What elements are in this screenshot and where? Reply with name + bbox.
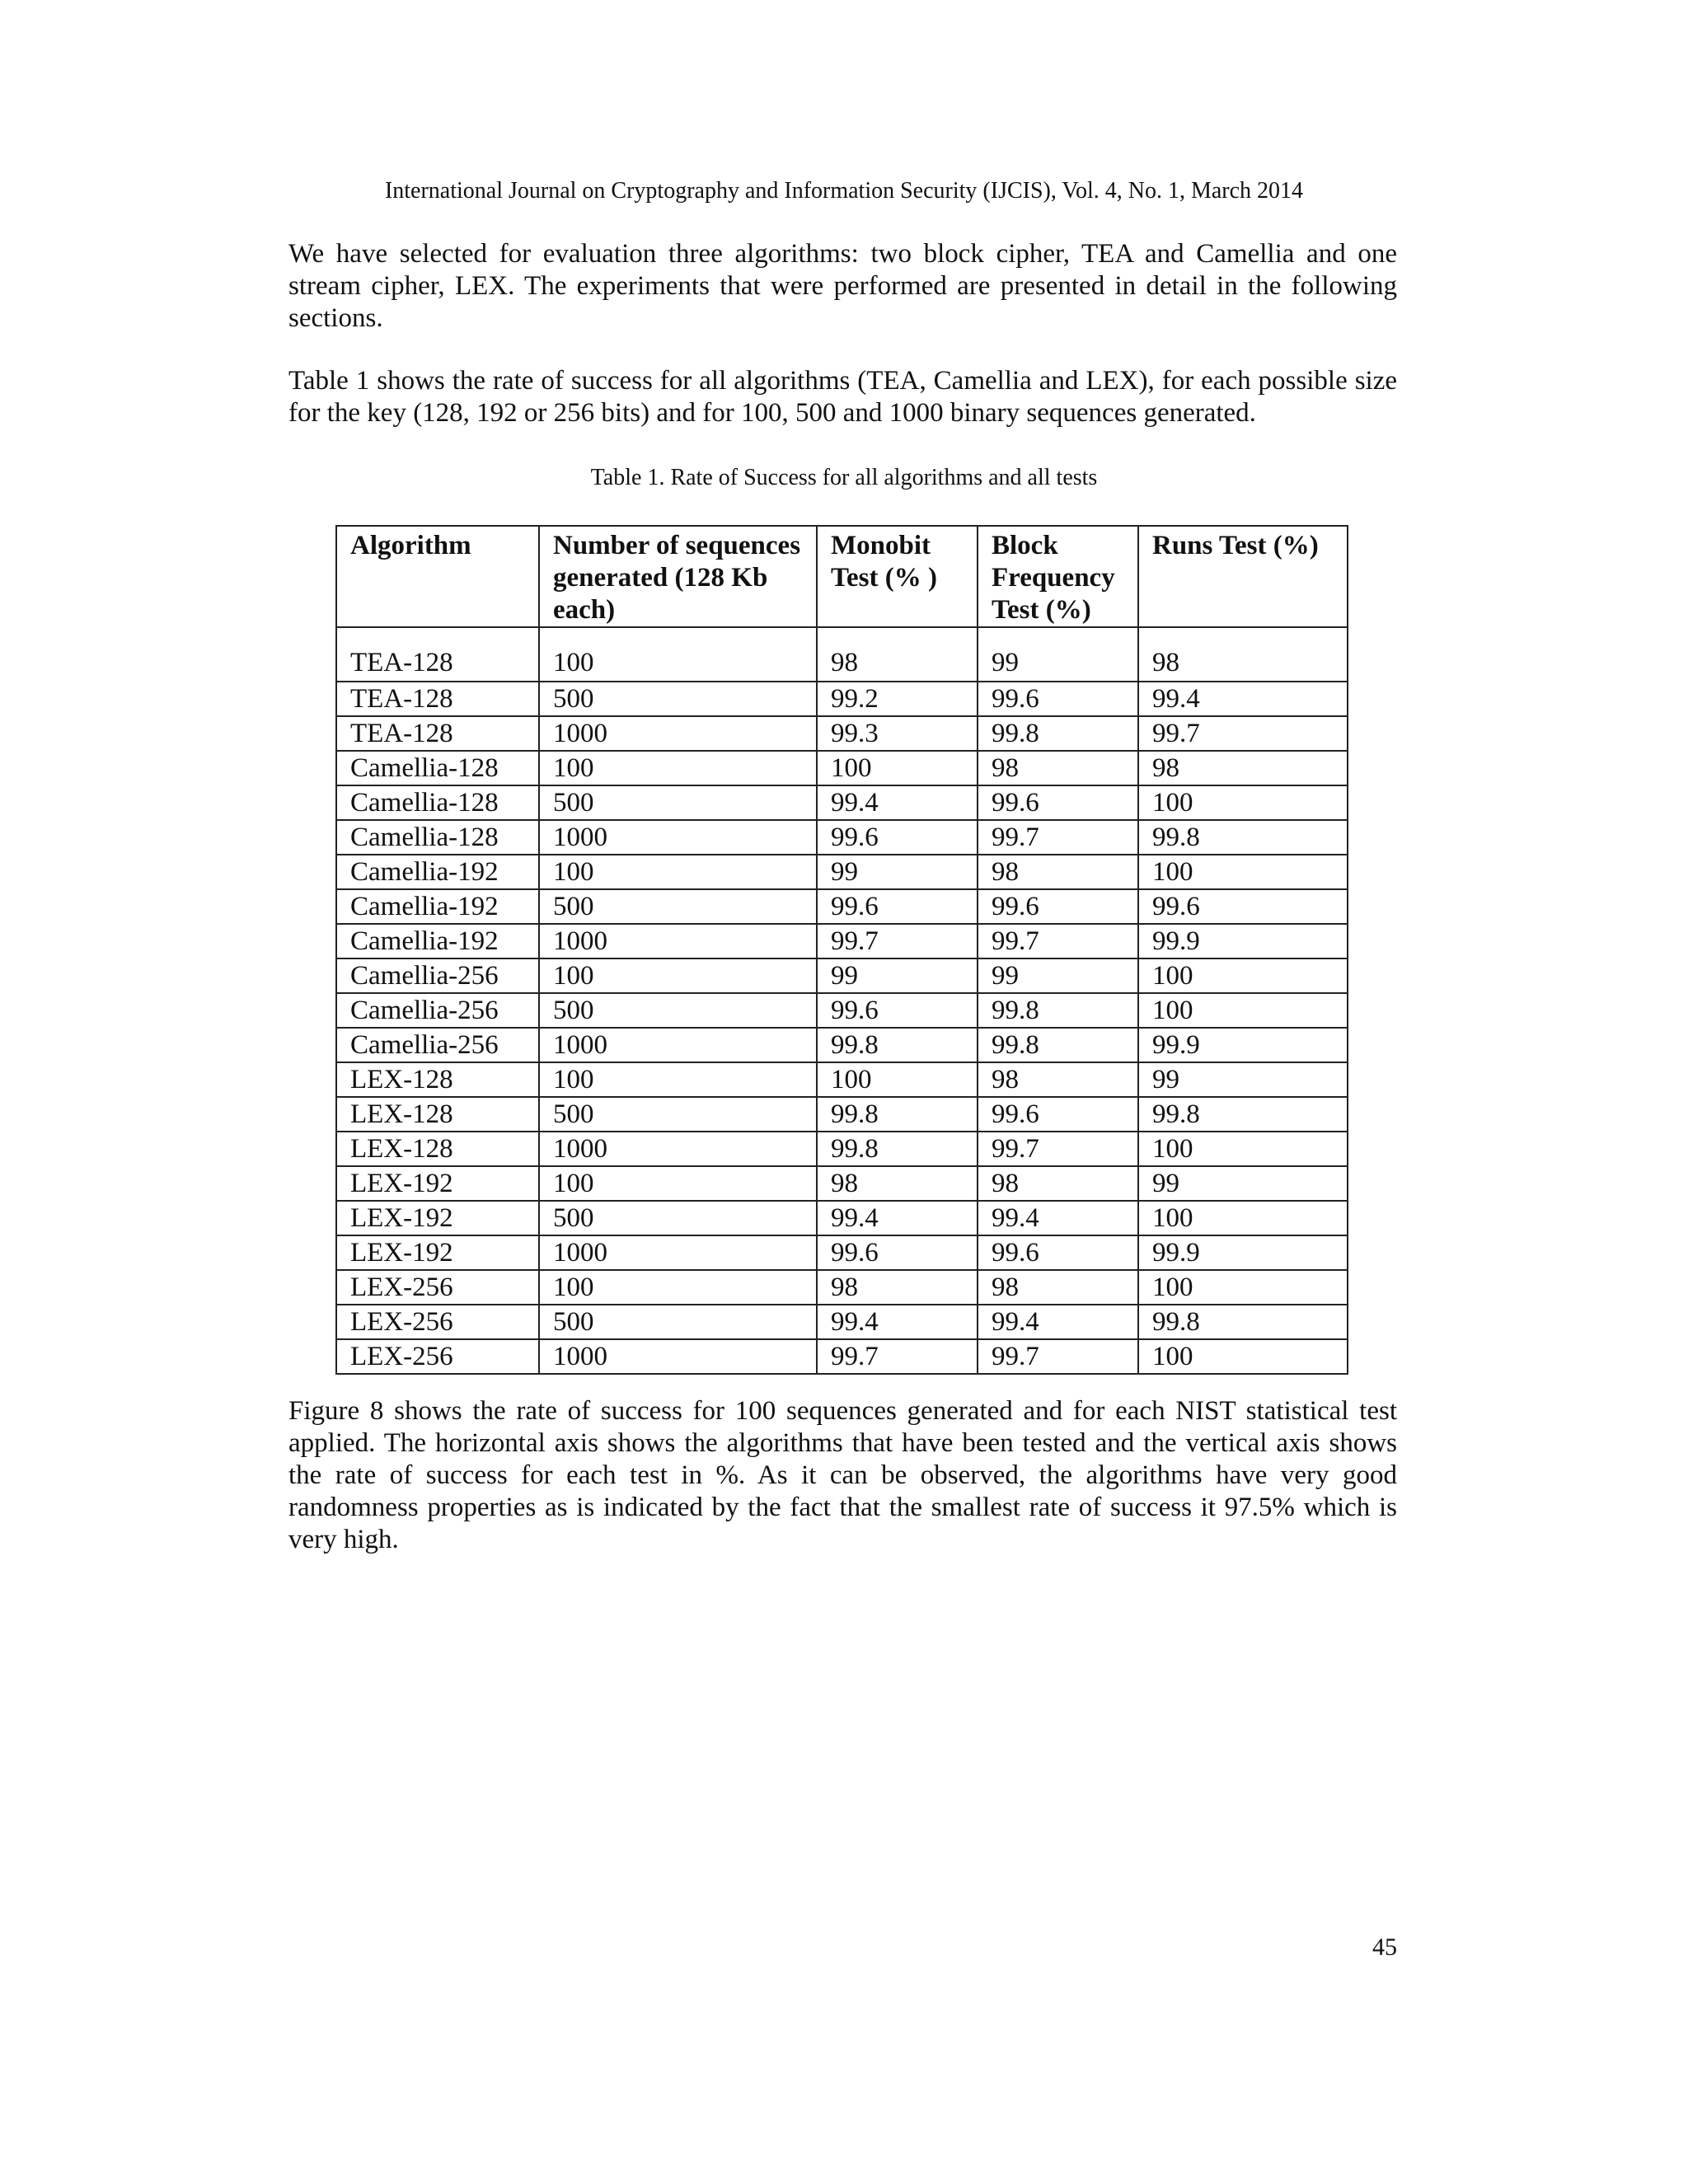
monobit-cell: 99 [817,958,978,993]
runs-cell: 98 [1138,751,1348,785]
monobit-cell: 100 [817,751,978,785]
algorithm-cell: LEX-256 [336,1339,539,1374]
runs-cell: 99.9 [1138,924,1348,958]
monobit-cell: 99.4 [817,1201,978,1235]
runs-cell: 99.8 [1138,1305,1348,1339]
page-number: 45 [1372,1933,1397,1961]
algorithm-cell: LEX-192 [336,1201,539,1235]
running-header: International Journal on Cryptography and Information Security (IJCIS), Vol. 4, No. 1, March 2014 [384,178,1304,204]
block-frequency-cell: 99.6 [978,785,1138,820]
algorithm-cell: TEA-128 [336,716,539,751]
runs-cell: 99.8 [1138,820,1348,855]
monobit-cell: 99.8 [817,1097,978,1132]
sequences-cell: 500 [539,785,817,820]
monobit-cell: 99.3 [817,716,978,751]
runs-cell: 100 [1138,1132,1348,1166]
algorithm-cell: Camellia-192 [336,855,539,889]
block-frequency-cell: 99.4 [978,1305,1138,1339]
sequences-cell: 1000 [539,1235,817,1270]
column-header-algorithm: Algorithm [336,526,539,627]
figure-paragraph: Figure 8 shows the rate of success for 100 sequences generated and for each NIST statistical test applied. The horizontal axis shows the algorithms that have been tested and the vertical axis shows the rate of success for each test in %. As it can be observed, the algorithms have very good randomness properties as is indicated by the fact that the smallest rate of success it 97.5% which is very high. [288,1396,1397,1554]
table-row [336,751,1348,785]
table-row [336,627,1348,682]
block-frequency-cell: 99.6 [978,889,1138,924]
runs-cell: 100 [1138,1270,1348,1305]
algorithm-cell: Camellia-256 [336,958,539,993]
monobit-cell: 99.4 [817,1305,978,1339]
block-frequency-cell: 99.8 [978,1028,1138,1062]
sequences-cell: 500 [539,889,817,924]
block-frequency-cell: 98 [978,1062,1138,1097]
sequences-cell: 100 [539,1270,817,1305]
algorithm-cell: LEX-128 [336,1097,539,1132]
table-row [336,1201,1348,1235]
table-body [336,627,1348,1374]
monobit-cell: 98 [817,1166,978,1201]
sequences-cell: 1000 [539,820,817,855]
block-frequency-cell: 99.4 [978,1201,1138,1235]
table-row [336,924,1348,958]
runs-cell: 99.9 [1138,1028,1348,1062]
monobit-cell: 99.8 [817,1028,978,1062]
algorithm-cell: Camellia-192 [336,924,539,958]
table-row [336,1339,1348,1374]
algorithm-cell: Camellia-128 [336,785,539,820]
column-header-block-frequency: Block Frequency Test (%) [978,526,1138,627]
runs-cell: 100 [1138,855,1348,889]
block-frequency-cell: 99 [978,627,1138,682]
table-caption: Table 1. Rate of Success for all algorithms and all tests [590,465,1098,490]
block-frequency-cell: 99.6 [978,682,1138,716]
sequences-cell: 500 [539,1201,817,1235]
runs-cell: 99 [1138,1166,1348,1201]
monobit-cell: 99.8 [817,1132,978,1166]
sequences-cell: 100 [539,751,817,785]
column-header-runs: Runs Test (%) [1138,526,1348,627]
monobit-cell: 99.2 [817,682,978,716]
monobit-cell: 99 [817,855,978,889]
monobit-cell: 99.6 [817,889,978,924]
monobit-cell: 98 [817,627,978,682]
table-row [336,1028,1348,1062]
table-row [336,820,1348,855]
block-frequency-cell: 99.7 [978,1132,1138,1166]
runs-cell: 100 [1138,958,1348,993]
sequences-cell: 500 [539,1305,817,1339]
runs-cell: 98 [1138,627,1348,682]
sequences-cell: 500 [539,1097,817,1132]
table-row [336,682,1348,716]
algorithm-cell: Camellia-256 [336,1028,539,1062]
block-frequency-cell: 98 [978,1166,1138,1201]
algorithm-cell: LEX-256 [336,1305,539,1339]
monobit-cell: 99.6 [817,993,978,1028]
algorithm-cell: LEX-256 [336,1270,539,1305]
algorithm-cell: Camellia-128 [336,751,539,785]
sequences-cell: 100 [539,1166,817,1201]
table-row [336,1166,1348,1201]
runs-cell: 99.7 [1138,716,1348,751]
runs-cell: 99 [1138,1062,1348,1097]
block-frequency-cell: 99.7 [978,820,1138,855]
algorithm-cell: LEX-128 [336,1062,539,1097]
algorithm-cell: LEX-192 [336,1166,539,1201]
table-header-row [336,526,1348,627]
table-row [336,1062,1348,1097]
block-frequency-cell: 99.8 [978,993,1138,1028]
block-frequency-cell: 98 [978,855,1138,889]
table-intro-paragraph: Table 1 shows the rate of success for all algorithms (TEA, Camellia and LEX), for each possible size for the key (128, 192 or 256 bits) and for 100, 500 and 1000 binary sequences generated. [288,366,1397,428]
block-frequency-cell: 98 [978,751,1138,785]
block-frequency-cell: 99 [978,958,1138,993]
monobit-cell: 99.4 [817,785,978,820]
algorithm-cell: Camellia-128 [336,820,539,855]
results-table [335,525,1348,1375]
sequences-cell: 1000 [539,1132,817,1166]
sequences-cell: 1000 [539,1028,817,1062]
column-header-sequences: Number of sequences generated (128 Kb each) [539,526,817,627]
table-row [336,1270,1348,1305]
table-row [336,1305,1348,1339]
algorithm-cell: LEX-192 [336,1235,539,1270]
table-row [336,958,1348,993]
runs-cell: 100 [1138,1339,1348,1374]
block-frequency-cell: 99.7 [978,1339,1138,1374]
table-row [336,889,1348,924]
runs-cell: 99.9 [1138,1235,1348,1270]
monobit-cell: 99.7 [817,1339,978,1374]
table-row [336,1235,1348,1270]
runs-cell: 100 [1138,1201,1348,1235]
runs-cell: 99.6 [1138,889,1348,924]
table-row [336,1132,1348,1166]
sequences-cell: 100 [539,1062,817,1097]
algorithm-cell: Camellia-256 [336,993,539,1028]
monobit-cell: 99.7 [817,924,978,958]
block-frequency-cell: 99.7 [978,924,1138,958]
sequences-cell: 1000 [539,716,817,751]
block-frequency-cell: 99.6 [978,1235,1138,1270]
sequences-cell: 1000 [539,924,817,958]
sequences-cell: 500 [539,682,817,716]
monobit-cell: 98 [817,1270,978,1305]
algorithm-cell: TEA-128 [336,682,539,716]
monobit-cell: 100 [817,1062,978,1097]
runs-cell: 99.8 [1138,1097,1348,1132]
monobit-cell: 99.6 [817,1235,978,1270]
runs-cell: 100 [1138,993,1348,1028]
sequences-cell: 1000 [539,1339,817,1374]
intro-paragraph: We have selected for evaluation three algorithms: two block cipher, TEA and Camellia and one stream cipher, LEX. The experiments that were performed are presented in detail in the following sections. [288,239,1397,333]
sequences-cell: 100 [539,958,817,993]
runs-cell: 100 [1138,785,1348,820]
block-frequency-cell: 98 [978,1270,1138,1305]
table-row [336,785,1348,820]
table-row [336,993,1348,1028]
algorithm-cell: Camellia-192 [336,889,539,924]
monobit-cell: 99.6 [817,820,978,855]
block-frequency-cell: 99.8 [978,716,1138,751]
runs-cell: 99.4 [1138,682,1348,716]
sequences-cell: 100 [539,627,817,682]
algorithm-cell: LEX-128 [336,1132,539,1166]
sequences-cell: 500 [539,993,817,1028]
algorithm-cell: TEA-128 [336,627,539,682]
table-row [336,855,1348,889]
column-header-monobit: Monobit Test (% ) [817,526,978,627]
block-frequency-cell: 99.6 [978,1097,1138,1132]
table-row [336,716,1348,751]
table-row [336,1097,1348,1132]
sequences-cell: 100 [539,855,817,889]
